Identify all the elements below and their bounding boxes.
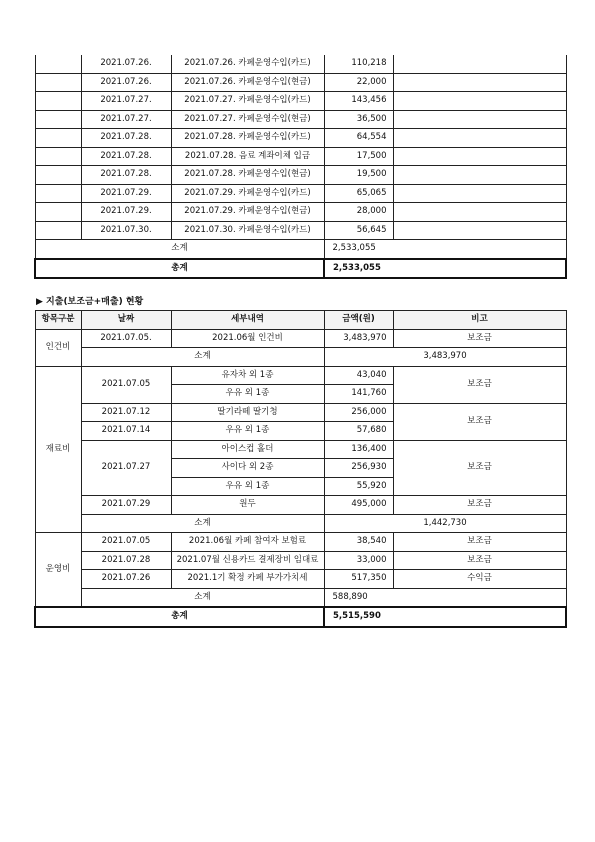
- income-blank-cell: [35, 184, 81, 203]
- amount-cell: 64,554: [324, 129, 393, 148]
- detail-cell: 딸기라떼 딸기청: [171, 403, 324, 422]
- income-blank-cell: [35, 166, 81, 185]
- detail-cell: 2021.07.29. 카페운영수입(현금): [171, 203, 324, 222]
- header-amount: 금액(원): [324, 311, 393, 330]
- date-cell: 2021.07.27: [81, 440, 171, 496]
- amount-cell: 517,350: [324, 570, 393, 589]
- category-materials: 재료비: [35, 366, 81, 533]
- note-cell: [393, 92, 566, 111]
- amount-cell: 256,930: [324, 459, 393, 478]
- subtotal-label: 소계: [81, 588, 324, 607]
- detail-cell: 2021.07.27. 카페운영수입(현금): [171, 110, 324, 129]
- amount-cell: 65,065: [324, 184, 393, 203]
- date-cell: 2021.07.26.: [81, 73, 171, 92]
- header-category: 항목구분: [35, 311, 81, 330]
- amount-cell: 110,218: [324, 55, 393, 73]
- detail-cell: 우유 외 1종: [171, 477, 324, 496]
- detail-cell: 2021.07.28. 음료 계좌이체 입금: [171, 147, 324, 166]
- category-labor: 인건비: [35, 329, 81, 366]
- date-cell: 2021.07.29.: [81, 184, 171, 203]
- note-cell: 보조금: [393, 551, 566, 570]
- detail-cell: 아이스컵 홀더: [171, 440, 324, 459]
- income-row: [35, 184, 566, 203]
- note-cell: 수익금: [393, 570, 566, 589]
- note-cell: [393, 73, 566, 92]
- income-blank-cell: [35, 203, 81, 222]
- income-row: [35, 166, 566, 185]
- date-cell: 2021.07.28.: [81, 166, 171, 185]
- amount-cell: 36,500: [324, 110, 393, 129]
- note-cell: [393, 110, 566, 129]
- detail-cell: 원두: [171, 496, 324, 515]
- date-cell: 2021.07.26: [81, 570, 171, 589]
- amount-cell: 33,000: [324, 551, 393, 570]
- amount-cell: 55,920: [324, 477, 393, 496]
- income-blank-cell: [35, 129, 81, 148]
- subtotal-label: 소계: [35, 240, 324, 259]
- subtotal-value: 2,533,055: [324, 240, 566, 259]
- grand-total-label: 총계: [35, 607, 324, 627]
- income-row: [35, 73, 566, 92]
- grand-total-value: 2,533,055: [324, 259, 566, 279]
- amount-cell: 38,540: [324, 533, 393, 552]
- income-blank-cell: [35, 92, 81, 111]
- income-row: [35, 92, 566, 111]
- date-cell: 2021.07.05.: [81, 329, 171, 348]
- date-cell: 2021.07.28.: [81, 147, 171, 166]
- income-blank-cell: [35, 221, 81, 240]
- detail-cell: 2021.07.26. 카페운영수입(카드): [171, 55, 324, 73]
- header-note: 비고: [393, 311, 566, 330]
- amount-cell: 56,645: [324, 221, 393, 240]
- grand-total-label: 총계: [35, 259, 324, 279]
- date-cell: 2021.07.05: [81, 366, 171, 403]
- income-blank-cell: [35, 147, 81, 166]
- note-cell: 보조금: [393, 533, 566, 552]
- detail-cell: 2021.07.28. 카페운영수입(현금): [171, 166, 324, 185]
- detail-cell: 2021.07.29. 카페운영수입(카드): [171, 184, 324, 203]
- date-cell: 2021.07.27.: [81, 110, 171, 129]
- subtotal-value: 588,890: [324, 588, 566, 607]
- date-cell: 2021.07.14: [81, 422, 171, 441]
- amount-cell: 141,760: [324, 385, 393, 404]
- note-cell: [393, 147, 566, 166]
- date-cell: 2021.07.30.: [81, 221, 171, 240]
- expense-table: [34, 310, 567, 628]
- grand-total-value: 5,515,590: [324, 607, 566, 627]
- amount-cell: 495,000: [324, 496, 393, 515]
- detail-cell: 사이다 외 2종: [171, 459, 324, 478]
- detail-cell: 2021.07.26. 카페운영수입(현금): [171, 73, 324, 92]
- income-row: [35, 129, 566, 148]
- note-cell: [393, 166, 566, 185]
- income-row: [35, 203, 566, 222]
- date-cell: 2021.07.28: [81, 551, 171, 570]
- date-cell: 2021.07.29: [81, 496, 171, 515]
- amount-cell: 143,456: [324, 92, 393, 111]
- note-cell: 보조금: [393, 403, 566, 440]
- note-cell: 보조금: [393, 366, 566, 403]
- amount-cell: 22,000: [324, 73, 393, 92]
- amount-cell: 28,000: [324, 203, 393, 222]
- amount-cell: 3,483,970: [324, 329, 393, 348]
- income-blank-cell: [35, 55, 81, 73]
- header-detail: 세부내역: [171, 311, 324, 330]
- expense-section-title: ▶ 지출(보조금+매출) 현황: [36, 297, 144, 307]
- date-cell: 2021.07.29.: [81, 203, 171, 222]
- income-row: [35, 55, 566, 73]
- note-cell: [393, 55, 566, 73]
- income-blank-cell: [35, 110, 81, 129]
- note-cell: [393, 203, 566, 222]
- subtotal-value: 1,442,730: [324, 514, 566, 533]
- amount-cell: 136,400: [324, 440, 393, 459]
- note-cell: 보조금: [393, 496, 566, 515]
- detail-cell: 우유 외 1종: [171, 422, 324, 441]
- note-cell: [393, 129, 566, 148]
- date-cell: 2021.07.12: [81, 403, 171, 422]
- detail-cell: 우유 외 1종: [171, 385, 324, 404]
- amount-cell: 57,680: [324, 422, 393, 441]
- amount-cell: 43,040: [324, 366, 393, 385]
- income-row: [35, 221, 566, 240]
- detail-cell: 2021.07.27. 카페운영수입(카드): [171, 92, 324, 111]
- detail-cell: 유자차 외 1종: [171, 366, 324, 385]
- subtotal-label: 소계: [81, 514, 324, 533]
- detail-cell: 2021.07.28. 카페운영수입(카드): [171, 129, 324, 148]
- note-cell: 보조금: [393, 329, 566, 348]
- note-cell: [393, 221, 566, 240]
- note-cell: 보조금: [393, 440, 566, 496]
- amount-cell: 256,000: [324, 403, 393, 422]
- note-cell: [393, 184, 566, 203]
- detail-cell: 2021.06월 인건비: [171, 329, 324, 348]
- category-operation: 운영비: [35, 533, 81, 608]
- income-table: [34, 55, 567, 279]
- income-row: [35, 110, 566, 129]
- amount-cell: 17,500: [324, 147, 393, 166]
- subtotal-value: 3,483,970: [324, 348, 566, 367]
- subtotal-label: 소계: [81, 348, 324, 367]
- detail-cell: 2021.06월 카페 참여자 보험료: [171, 533, 324, 552]
- date-cell: 2021.07.26.: [81, 55, 171, 73]
- amount-cell: 19,500: [324, 166, 393, 185]
- detail-cell: 2021.07월 신용카드 결제장비 임대료: [171, 551, 324, 570]
- income-row: [35, 147, 566, 166]
- detail-cell: 2021.07.30. 카페운영수입(카드): [171, 221, 324, 240]
- detail-cell: 2021.1기 확정 카페 부가가치세: [171, 570, 324, 589]
- date-cell: 2021.07.27.: [81, 92, 171, 111]
- date-cell: 2021.07.28.: [81, 129, 171, 148]
- header-date: 날짜: [81, 311, 171, 330]
- date-cell: 2021.07.05: [81, 533, 171, 552]
- income-blank-cell: [35, 73, 81, 92]
